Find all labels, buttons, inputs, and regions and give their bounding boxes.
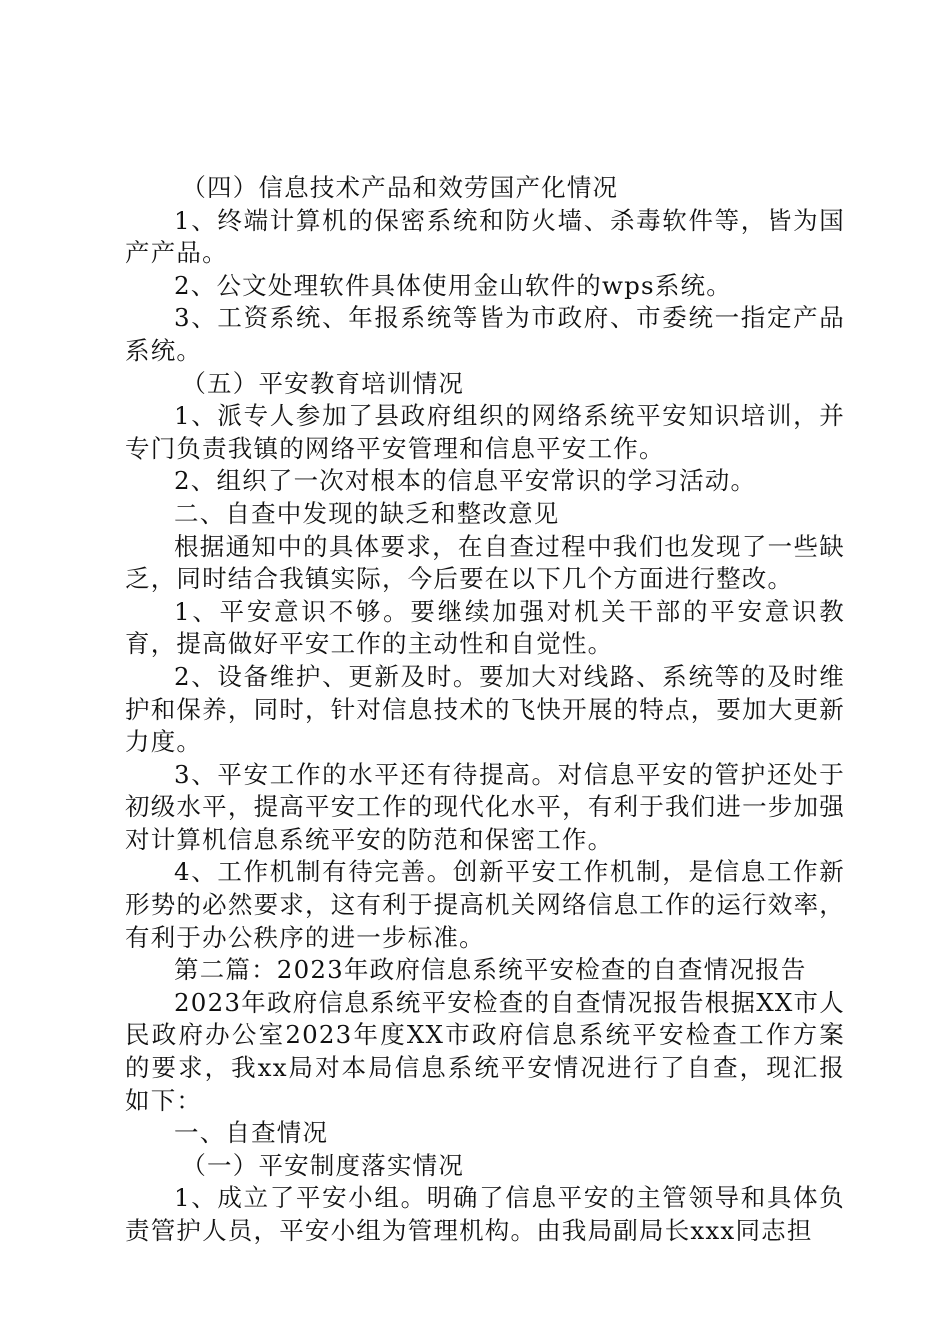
section-heading-5: （五）平安教育培训情况 <box>181 368 465 398</box>
paragraph: 1、终端计算机的保密系统和防火墙、杀毒软件等，皆为国产产品。 <box>125 205 845 268</box>
paragraph: 3、工资系统、年报系统等皆为市政府、市委统一指定产品系统。 <box>125 303 845 365</box>
section-heading-2: 二、自查中发现的缺乏和整改意见 <box>174 498 560 528</box>
section-heading-1: 一、自查情况 <box>174 1118 329 1148</box>
paragraph: 2、公文处理软件具体使用金山软件的wps系统。 <box>174 270 732 300</box>
paragraph: 2、组织了一次对根本的信息平安常识的学习活动。 <box>174 466 757 496</box>
paragraph: 1、派专人参加了县政府组织的网络系统平安知识培训，并专门负责我镇的网络平安管理和信息平安工作。 <box>125 401 845 463</box>
paragraph: 根据通知中的具体要求，在自查过程中我们也发现了一些缺乏，同时结合我镇实际，今后要在以下几个方面进行整改。 <box>125 531 845 594</box>
paragraph: 3、平安工作的水平还有待提高。对信息平安的管护还处于初级水平，提高平安工作的现代化水平，有利于我们进一步加强对计算机信息系统平安的防范和保密工作。 <box>125 759 845 854</box>
section-heading-4: （四）信息技术产品和效劳国产化情况 <box>181 173 619 202</box>
paragraph: 2023年政府信息系统平安检查的自查情况报告根据XX市人民政府办公室2023年度XX市政府信息系统平安检查工作方案的要求，我xx局对本局信息系统平安情况进行了自查，现汇报如下： <box>125 987 845 1115</box>
paragraph: 2、设备维护、更新及时。要加大对线路、系统等的及时维护和保养，同时，针对信息技术的飞快开展的特点，要加大更新力度。 <box>125 661 845 757</box>
document-body <box>125 172 845 1248</box>
paragraph: 1、成立了平安小组。明确了信息平安的主管领导和具体负责管护人员，平安小组为管理机构。由我局副局长xxx同志担 <box>125 1183 845 1245</box>
paragraph: 1、平安意识不够。要继续加强对机关干部的平安意识教育，提高做好平安工作的主动性和自觉性。 <box>125 596 845 659</box>
part-two-title: 第二篇：2023年政府信息系统平安检查的自查情况报告 <box>174 955 807 985</box>
paragraph: 4、工作机制有待完善。创新平安工作机制，是信息工作新形势的必然要求，这有利于提高机关网络信息工作的运行效率，有利于办公秩序的进一步标准。 <box>125 857 845 952</box>
subsection-heading-1: （一）平安制度落实情况 <box>181 1150 465 1180</box>
